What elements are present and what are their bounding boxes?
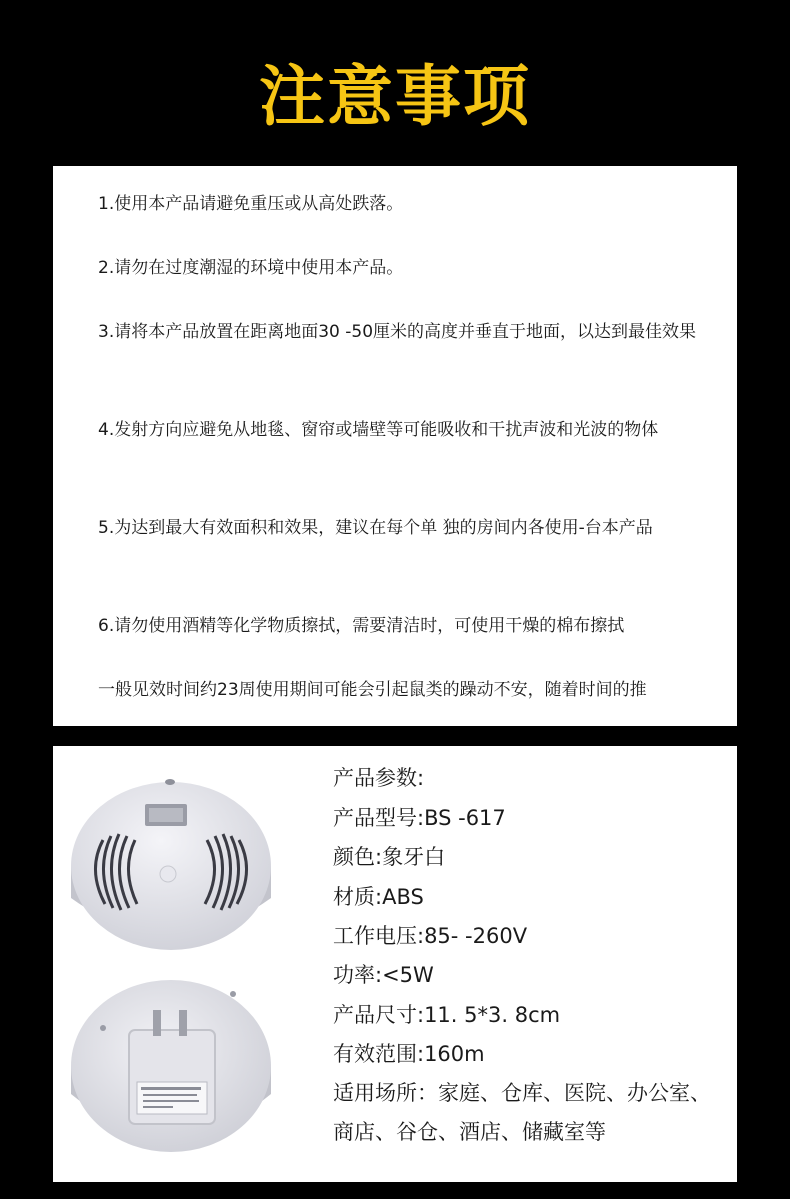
notice-item-3: 3.请将本产品放置在距离地面30 -50厘米的高度并垂直于地面，以达到最佳效果 [98,322,697,342]
spec-line-power: 功率:<5W [333,963,434,987]
device-front-image [65,770,277,960]
page-title: 注意事项 [259,58,531,135]
spec-line-places-cont: 商店、谷仓、酒店、储藏室等 [333,1120,606,1144]
notice-panel [53,166,737,726]
spec-line-places: 适用场所：家庭、仓库、医院、办公室、 [333,1081,711,1105]
notice-item-2: 2.请勿在过度潮湿的环境中使用本产品。 [98,258,404,278]
spec-line-size: 产品尺寸:11. 5*3. 8cm [333,1003,561,1027]
spec-line-model: 产品型号:BS -617 [333,806,506,830]
notice-item-5: 5.为达到最大有效面积和效果，建议在每个单 独的房间内各使用-台本产品 [98,518,653,538]
spec-panel [53,746,737,1182]
spec-line-voltage: 工作电压:85- -260V [333,924,528,948]
device-back-image [65,972,277,1168]
spec-line-material: 材质:ABS [333,885,424,909]
spec-heading: 产品参数: [333,766,425,790]
notice-item-6: 6.请勿使用酒精等化学物质擦拭，需要清洁时，可使用干燥的棉布擦拭 [98,616,625,636]
notice-item-7: 一般见效时间约23周使用期间可能会引起鼠类的躁动不安，随着时间的推 [98,680,647,700]
spec-line-range: 有效范围:160m [333,1042,485,1066]
notice-item-4: 4.发射方向应避免从地毯、窗帘或墙壁等可能吸收和干扰声波和光波的物体 [98,420,659,440]
notice-item-1: 1.使用本产品请避免重压或从高处跌落。 [98,194,404,214]
spec-line-color: 颜色:象牙白 [333,845,446,869]
